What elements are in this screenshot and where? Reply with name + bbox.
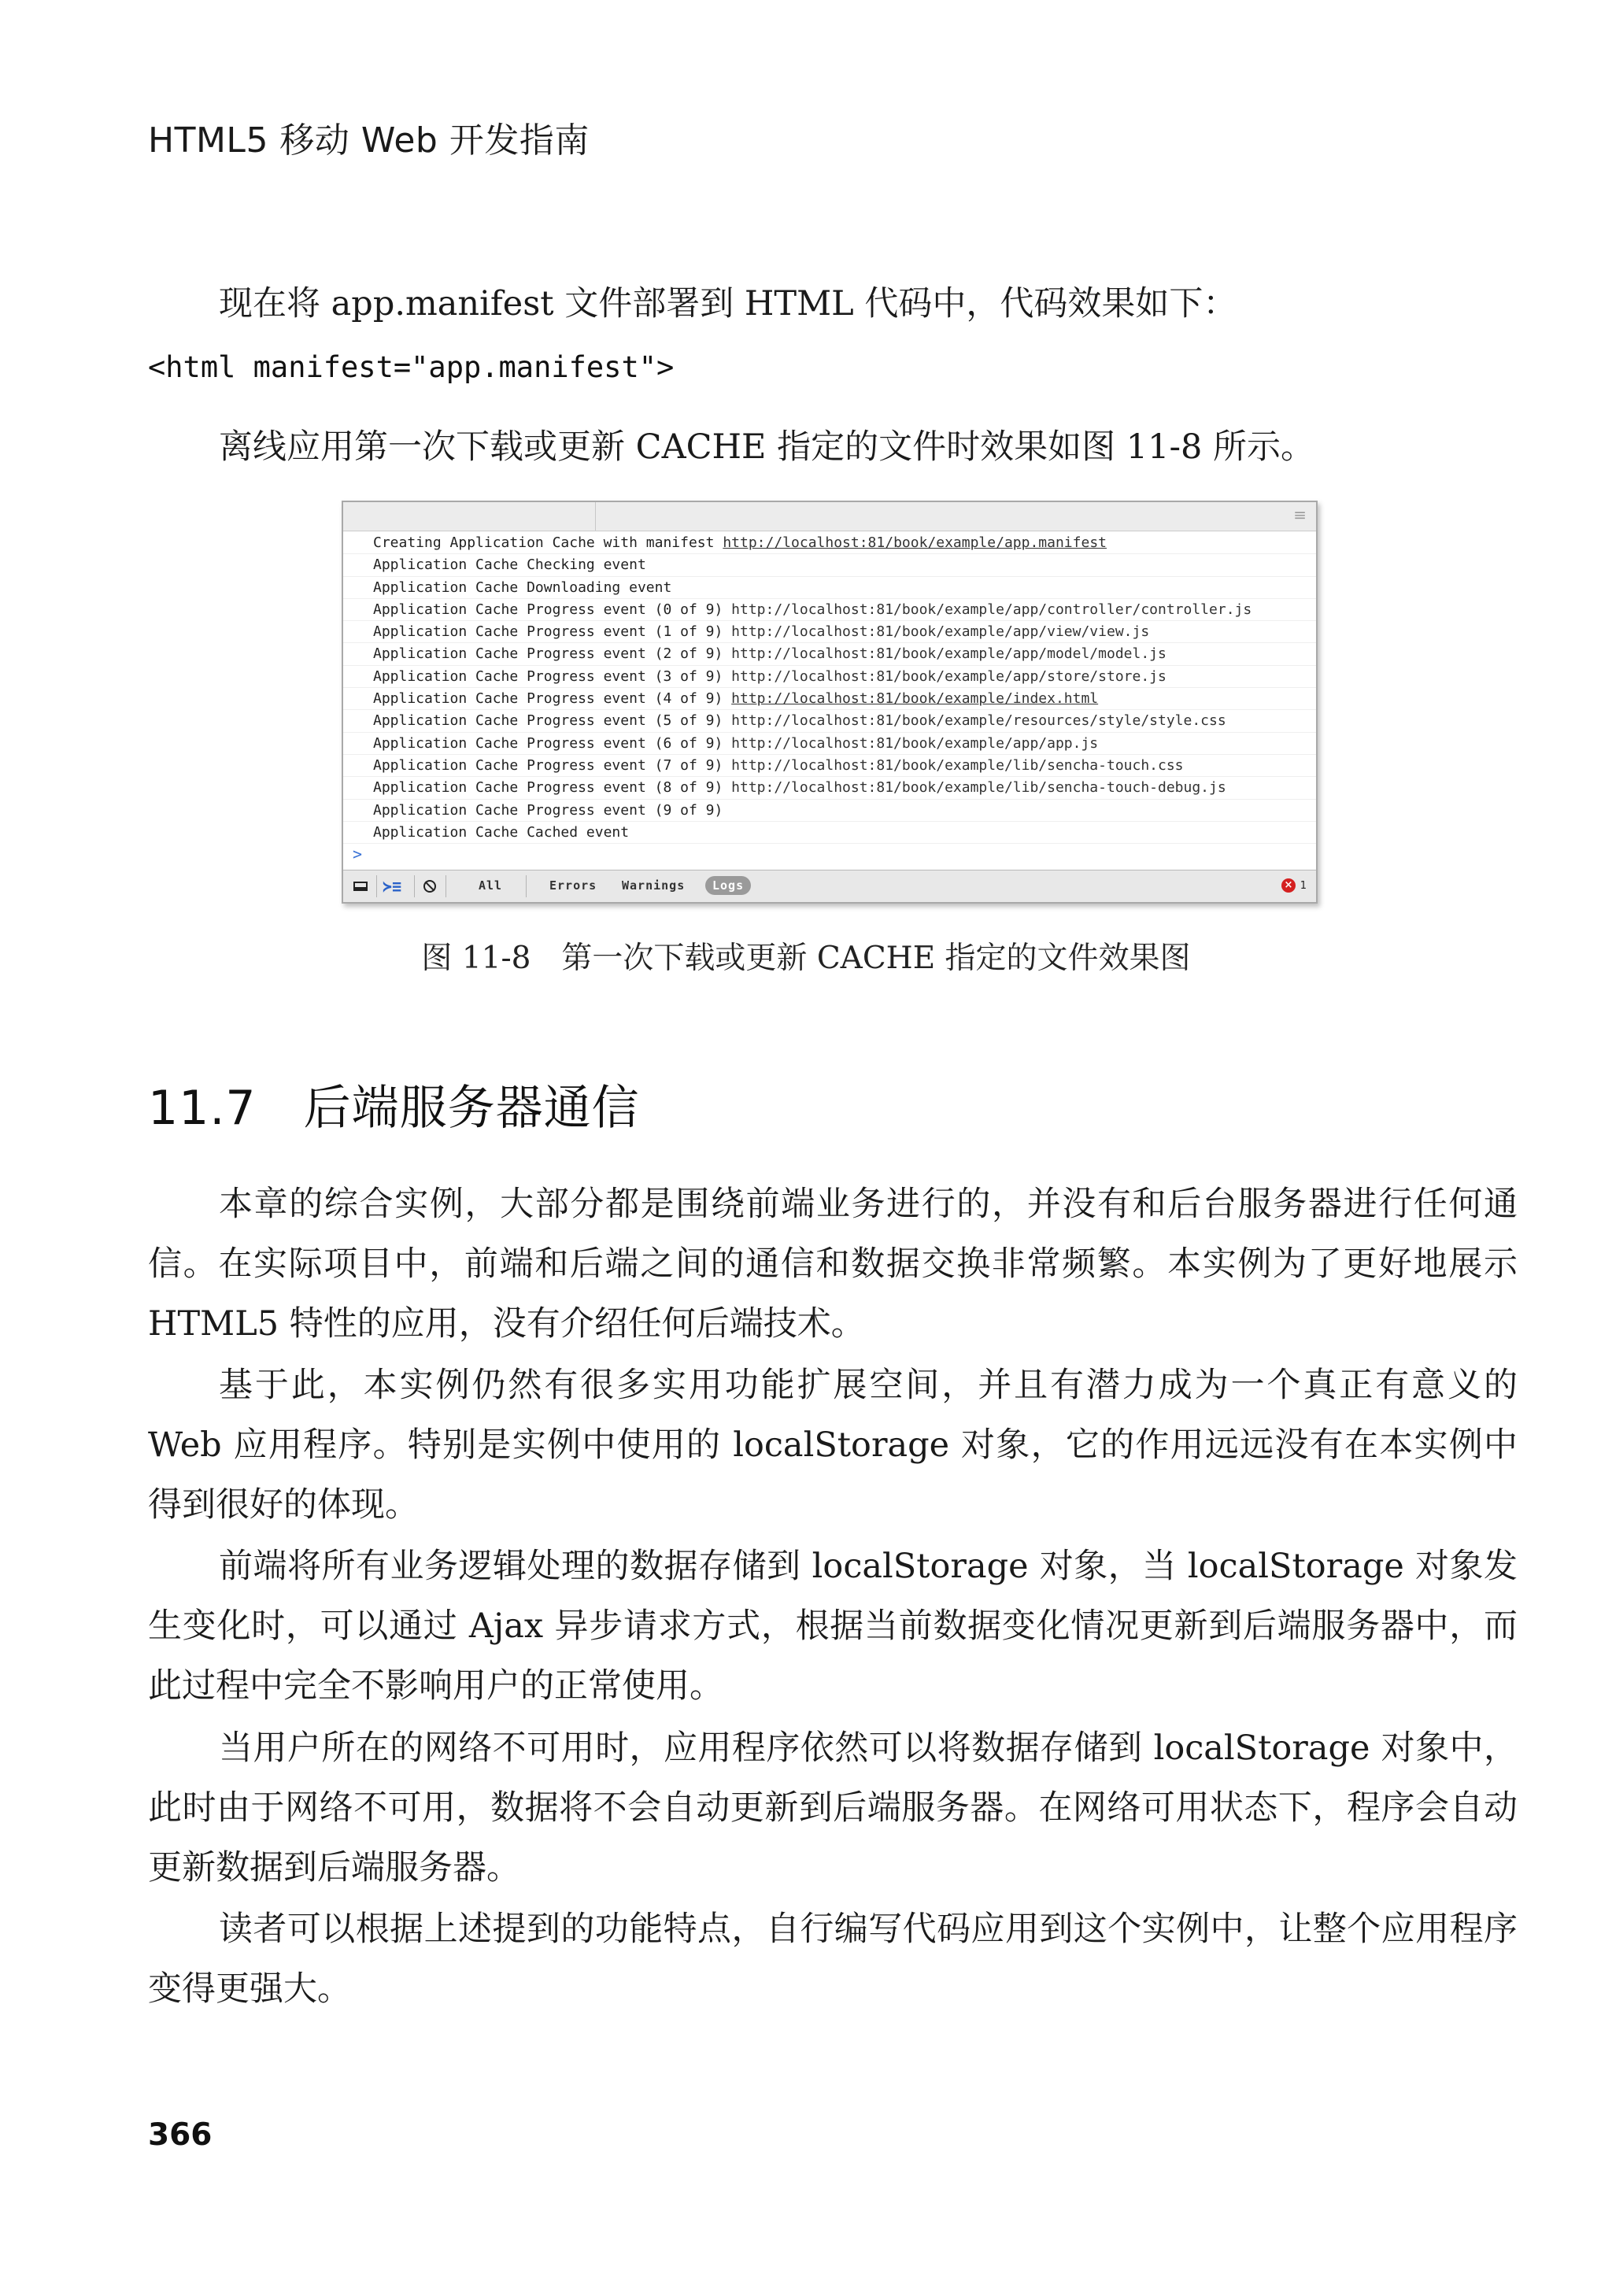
console-screenshot — [342, 501, 1318, 904]
filter-all[interactable]: All — [479, 878, 503, 893]
console-line: Application Cache Progress event (3 of 9) http://localhost:81/book/example/app/store/store.js — [343, 666, 1316, 688]
filter-warnings[interactable]: Warnings — [622, 878, 686, 893]
console-line: Application Cache Progress event (5 of 9) http://localhost:81/book/example/resources/style/style.css — [343, 710, 1316, 732]
console-log — [343, 532, 1316, 869]
console-link[interactable]: http://localhost:81/book/example/app.manifest — [723, 534, 1107, 551]
console-prompt[interactable]: > — [353, 845, 363, 864]
running-header: HTML5 移动 Web 开发指南 — [148, 120, 590, 161]
code-snippet: <html manifest="app.manifest"> — [148, 350, 675, 384]
console-line: Application Cache Progress event (1 of 9) http://localhost:81/book/example/app/view/view.js — [343, 621, 1316, 643]
filter-logs[interactable]: Logs — [705, 876, 751, 895]
console-toolbar — [343, 870, 1316, 902]
intro-paragraph-2: 离线应用第一次下载或更新 CACHE 指定的文件时效果如图 11-8 所示。 — [219, 427, 1315, 467]
filter-errors[interactable]: Errors — [549, 878, 597, 893]
top-bar-divider — [595, 502, 596, 531]
section-title: 后端服务器通信 — [303, 1081, 640, 1136]
error-count: 1 — [1300, 880, 1307, 892]
console-line: Application Cache Progress event (6 of 9) http://localhost:81/book/example/app/app.js — [343, 733, 1316, 755]
body-paragraph: 读者可以根据上述提到的功能特点，自行编写代码应用到这个实例中，让整个应用程序变得更强大。 — [148, 1910, 1518, 2009]
figure-caption: 图 11-8 第一次下载或更新 CACHE 指定的文件效果图 — [421, 941, 1191, 976]
console-line: Application Cache Progress event (4 of 9) http://localhost:81/book/example/index.html — [343, 688, 1316, 710]
body-paragraph: 前端将所有业务逻辑处理的数据存储到 localStorage 对象，当 localStorage 对象发生变化时，可以通过 Ajax 异步请求方式，根据当前数据变化情况更新到后端服务器中，而此过程中完全不影响用户的正常使用。 — [148, 1547, 1518, 1706]
body-paragraph: 基于此，本实例仍然有很多实用功能扩展空间，并且有潜力成为一个真正有意义的 Web 应用程序。特别是实例中使用的 localStorage 对象，它的作用远远没有在本实例中得到很好的体现。 — [148, 1366, 1518, 1525]
section-number: 11.7 — [148, 1081, 257, 1136]
console-line: Application Cache Progress event (7 of 9) http://localhost:81/book/example/lib/sencha-touch.css — [343, 755, 1316, 777]
console-link[interactable]: http://localhost:81/book/example/index.html — [731, 690, 1099, 708]
console-line: Creating Application Cache with manifest http://localhost:81/book/example/app.manifest — [343, 532, 1316, 554]
section-heading — [148, 1070, 640, 1138]
intro-paragraph-1: 现在将 app.manifest 文件部署到 HTML 代码中，代码效果如下： — [219, 284, 1237, 324]
error-icon[interactable]: × — [1281, 878, 1296, 893]
dock-icon[interactable] — [351, 877, 370, 896]
clear-icon[interactable] — [420, 877, 439, 896]
console-top-bar — [343, 502, 1316, 531]
console-line: Application Cache Downloading event — [343, 577, 1316, 599]
console-line: Application Cache Progress event (8 of 9) http://localhost:81/book/example/lib/sencha-touch-debug.js — [343, 777, 1316, 799]
console-line: Application Cache Progress event (0 of 9) http://localhost:81/book/example/app/controller/controller.js — [343, 599, 1316, 621]
page-number: 366 — [148, 2117, 213, 2153]
console-line: Application Cache Checking event — [343, 554, 1316, 576]
console-line: Application Cache Progress event (2 of 9) http://localhost:81/book/example/app/model/model.js — [343, 643, 1316, 665]
menu-icon[interactable]: ≡ — [1293, 505, 1307, 524]
console-icon[interactable]: ≻≡ — [382, 877, 402, 896]
console-line: Application Cache Cached event — [343, 822, 1316, 844]
body-paragraph: 当用户所在的网络不可用时，应用程序依然可以将数据存储到 localStorage 对象中，此时由于网络不可用，数据将不会自动更新到后端服务器。在网络可用状态下，程序会自动更新数据到后端服务器。 — [148, 1728, 1518, 1887]
body-paragraph: 本章的综合实例，大部分都是围绕前端业务进行的，并没有和后台服务器进行任何通信。在实际项目中，前端和后端之间的通信和数据交换非常频繁。本实例为了更好地展示 HTML5 特性的应用，没有介绍任何后端技术。 — [148, 1185, 1518, 1344]
console-line: Application Cache Progress event (9 of 9) — [343, 800, 1316, 822]
